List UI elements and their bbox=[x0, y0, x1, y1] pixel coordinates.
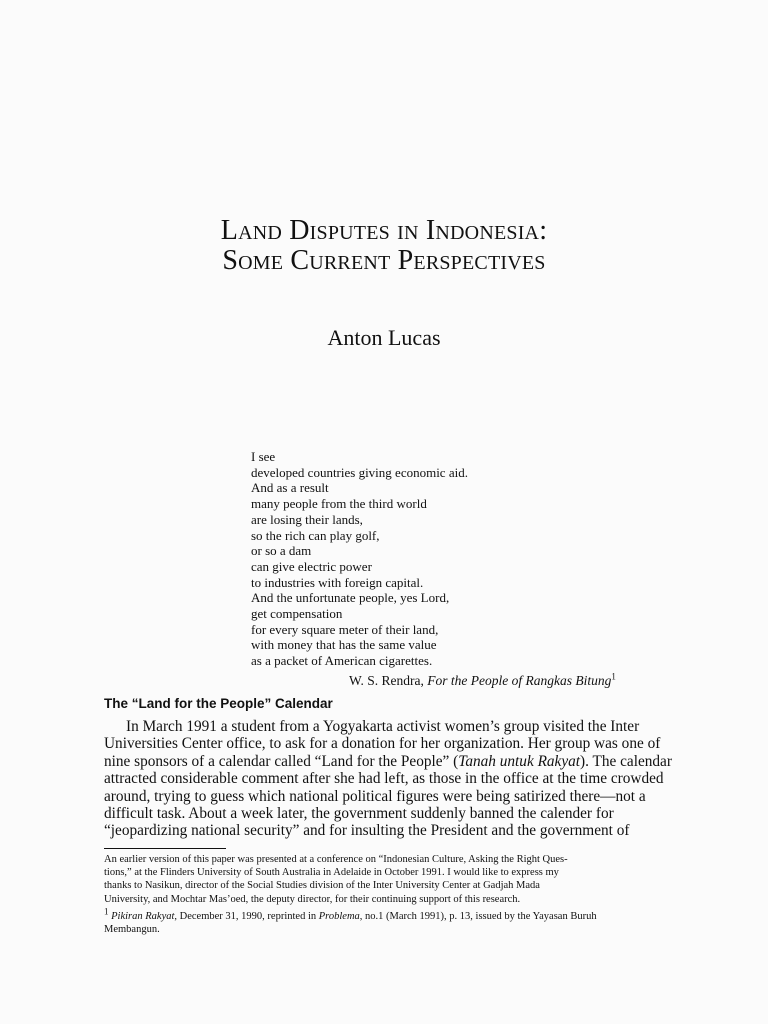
poem-line: can give electric power bbox=[251, 558, 372, 574]
epigraph-poem bbox=[251, 449, 468, 669]
poem-attribution bbox=[349, 673, 616, 689]
attribution-work: For the People of Rangkas Bitung bbox=[427, 673, 612, 688]
footnote-line: thanks to Nasikun, director of the Social Studies division of the Inter University Center at Gadjah Mada bbox=[104, 880, 540, 892]
poem-line: I see bbox=[251, 449, 276, 464]
poem-line: get compensation bbox=[251, 606, 343, 622]
footnote-line: University, and Mochtar Mas’oed, the deputy director, for their continuing support of this research. bbox=[104, 893, 521, 905]
body-paragraph bbox=[104, 718, 672, 840]
poem-line: And as a result bbox=[251, 480, 329, 496]
poem-line: And the unfortunate people, yes Lord, bbox=[251, 590, 450, 606]
body-line: difficult task. About a week later, the government suddenly banned the calender for bbox=[104, 805, 614, 823]
body-text-span: ). The calendar bbox=[580, 752, 672, 770]
footnote-line: Membangun. bbox=[104, 924, 160, 936]
footnotes bbox=[104, 853, 664, 936]
poem-line: so the rich can play golf, bbox=[251, 527, 380, 543]
body-line: attracted considerable comment after she had left, as those in the office at the time crowded bbox=[104, 770, 664, 788]
body-line bbox=[104, 752, 672, 770]
calendar-title-italic: Tanah untuk Rakyat bbox=[458, 752, 581, 770]
body-line: around, trying to guess which national political figures were being satirized there—not a bbox=[104, 787, 646, 805]
body-line: In March 1991 a student from a Yogyakarta activist women’s group visited the Inter bbox=[126, 718, 640, 735]
footnote-source: Pikiran Rakyat bbox=[111, 910, 175, 922]
attribution-author: W. S. Rendra, bbox=[349, 673, 428, 688]
article-title bbox=[0, 216, 768, 276]
poem-line: for every square meter of their land, bbox=[251, 621, 439, 637]
author-name: Anton Lucas bbox=[327, 325, 441, 350]
body-line: Universities Center office, to ask for a donation for her organization. Her group was one of bbox=[104, 735, 661, 753]
poem-line: developed countries giving economic aid. bbox=[251, 464, 468, 480]
footnote-text: , December 31, 1990, reprinted in bbox=[174, 910, 319, 922]
footnote-line: tions,” at the Flinders University of South Australia in Adelaide in October 1991. I would like to express my bbox=[104, 867, 559, 879]
poem-line: many people from the third world bbox=[251, 496, 427, 512]
section-heading: The “Land for the People” Calendar bbox=[104, 696, 333, 711]
poem-line: with money that has the same value bbox=[251, 637, 437, 653]
footnote-divider bbox=[104, 848, 226, 849]
poem-line: or so a dam bbox=[251, 543, 312, 559]
footnote-line: An earlier version of this paper was presented at a conference on “Indonesian Culture, Asking the Right Ques- bbox=[104, 854, 568, 865]
poem-line: to industries with foreign capital. bbox=[251, 574, 424, 590]
footnote-text: , no.1 (March 1991), p. 13, issued by the Yayasan Buruh bbox=[359, 910, 597, 922]
body-line: “jeopardizing national security” and for insulting the President and the government of bbox=[104, 822, 630, 840]
footnote-1 bbox=[104, 906, 664, 923]
poem-line: are losing their lands, bbox=[251, 511, 363, 527]
footnote-journal: Problema bbox=[318, 910, 360, 922]
title-line-2: Some Current Perspectives bbox=[222, 245, 546, 276]
poem-line: as a packet of American cigarettes. bbox=[251, 653, 433, 669]
title-line-1: Land Disputes in Indonesia: bbox=[220, 215, 548, 246]
footnote-marker: 1 bbox=[104, 906, 109, 917]
footnote-ref-1[interactable]: 1 bbox=[611, 671, 616, 682]
body-text-span: nine sponsors of a calendar called “Land for the People” ( bbox=[104, 752, 459, 770]
